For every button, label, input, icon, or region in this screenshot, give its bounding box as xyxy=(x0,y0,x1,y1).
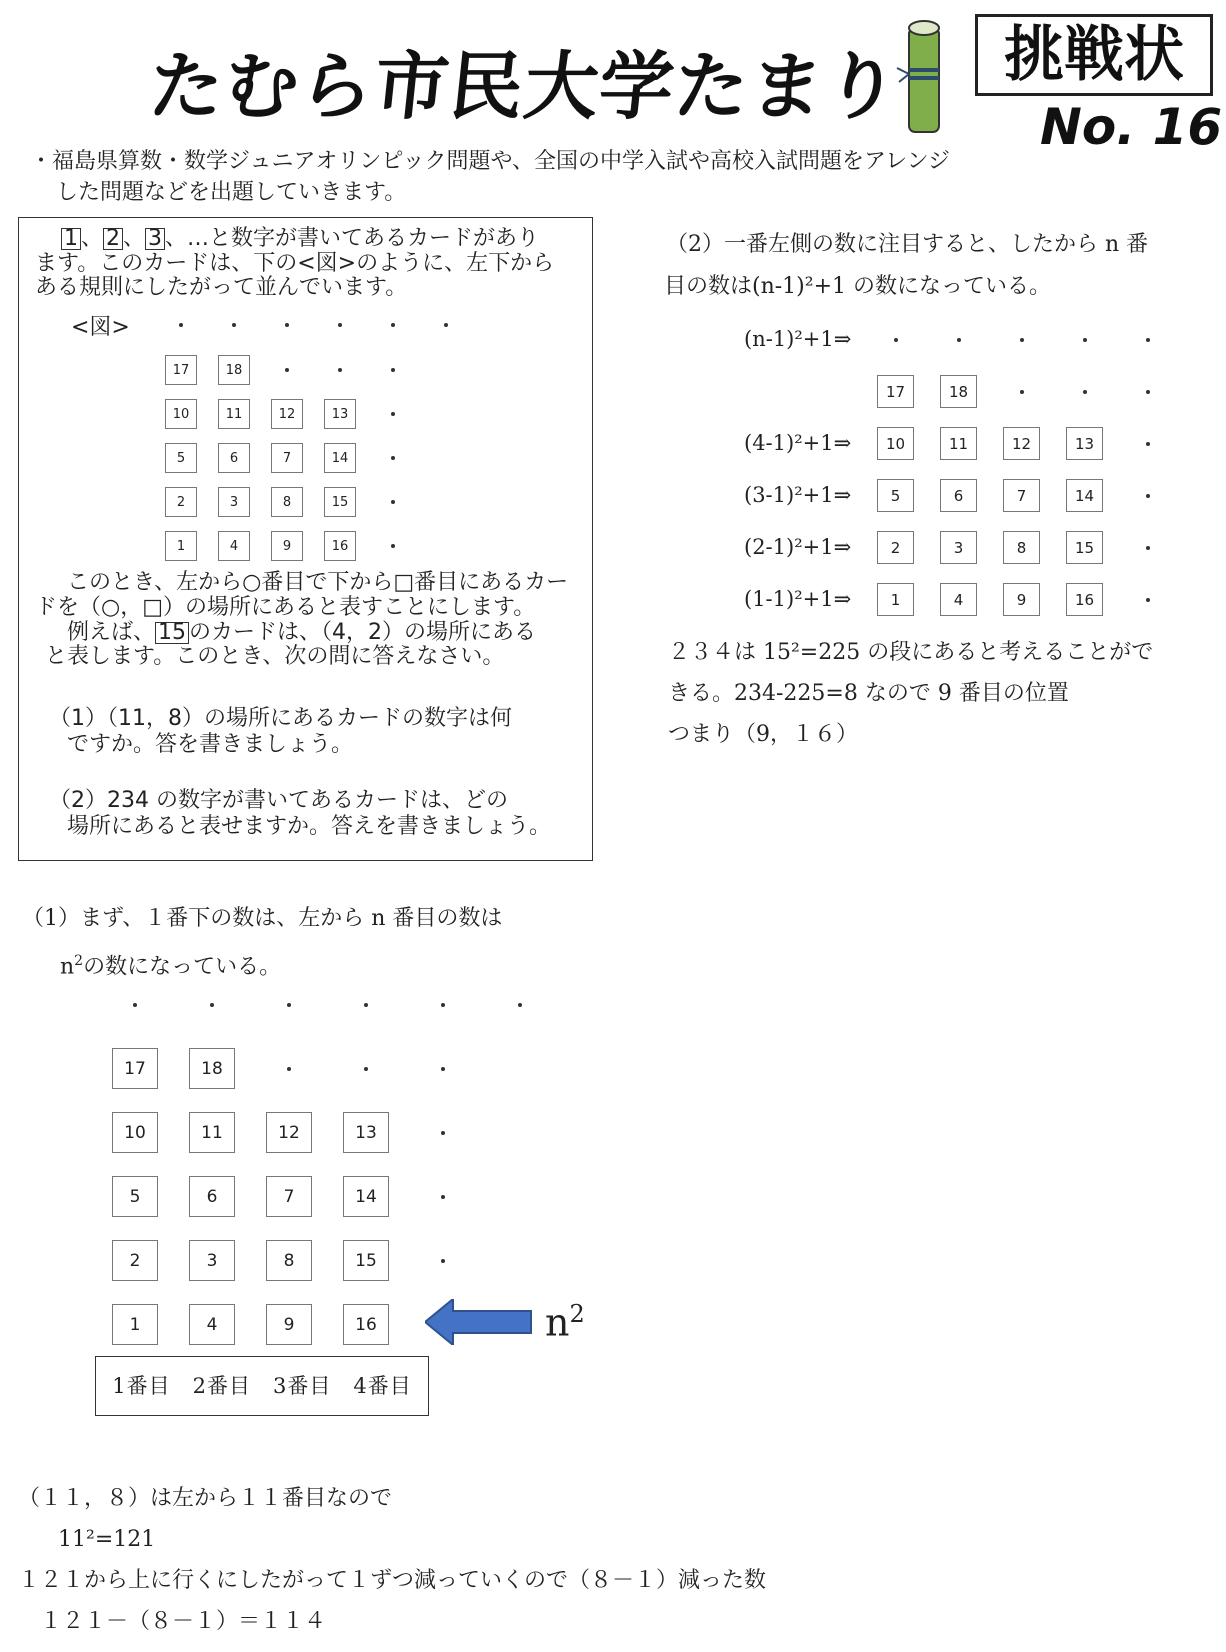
number-card: 4 xyxy=(189,1304,235,1345)
final-line-1: （１１，８）は左から１１番目なので xyxy=(18,1486,393,1511)
problem-after-3a: 例えば、 xyxy=(67,620,156,645)
ellipsis-dot xyxy=(1146,390,1150,394)
card-label-15: 15 xyxy=(155,622,189,644)
problem-after-3 xyxy=(67,620,536,645)
n-squared-exponent: 2 xyxy=(569,1300,585,1328)
ellipsis-dot xyxy=(1146,442,1150,446)
n-squared-base: n xyxy=(545,1300,570,1345)
ellipsis-dot xyxy=(441,1195,445,1199)
ellipsis-dot xyxy=(444,323,448,327)
number-card: 2 xyxy=(877,531,914,564)
number-card: 12 xyxy=(266,1112,312,1153)
question-2-line-2: 場所にあると表せますか。答えを書きましょう。 xyxy=(67,814,552,839)
problem-after-1: このとき、左から○番目で下から□番目にあるカー xyxy=(67,570,569,595)
number-card: 13 xyxy=(324,399,356,429)
ellipsis-dot xyxy=(894,338,898,342)
number-card: 9 xyxy=(266,1304,312,1345)
page-title: たむら市民大学たまり xyxy=(144,44,904,130)
ellipsis-dot xyxy=(133,1003,137,1007)
number-card: 4 xyxy=(940,583,977,616)
n-squared-label xyxy=(545,1300,585,1345)
number-card: 13 xyxy=(343,1112,389,1153)
number-card: 6 xyxy=(940,479,977,512)
ellipsis-dot xyxy=(957,338,961,342)
number-card: 7 xyxy=(271,443,303,473)
problem-line-1: 1 、 2 、 3 、…と数字が書いてあるカードがあり xyxy=(61,226,539,251)
row-formula-label: (2-1)²+1⇒ xyxy=(744,534,852,559)
number-card: 11 xyxy=(940,427,977,460)
ellipsis-dot xyxy=(441,1131,445,1135)
ellipsis-dot xyxy=(285,323,289,327)
n-exponent: 2 xyxy=(74,953,84,969)
number-card: 10 xyxy=(112,1112,158,1153)
solution-1-text xyxy=(22,898,502,988)
n-symbol: n xyxy=(60,954,75,980)
number-card: 3 xyxy=(189,1240,235,1281)
ellipsis-dot xyxy=(338,368,342,372)
question-1-line-2: ですか。答を書きましょう。 xyxy=(67,732,354,757)
number-card: 17 xyxy=(877,375,914,408)
card-label-1: 1 xyxy=(61,228,81,250)
row-formula-label: (3-1)²+1⇒ xyxy=(744,482,852,507)
ellipsis-dot xyxy=(441,1259,445,1263)
ellipsis-dot xyxy=(1146,598,1150,602)
number-card: 1 xyxy=(165,531,197,561)
number-card: 18 xyxy=(189,1048,235,1089)
card-label-2: 2 xyxy=(103,228,123,250)
number-card: 14 xyxy=(343,1176,389,1217)
final-line-4: １２１－（８－１）＝１１４ xyxy=(40,1609,327,1634)
number-card: 12 xyxy=(271,399,303,429)
final-line-3: １２１から上に行くにしたがって１ずつ減っていくので（８－１）減った数 xyxy=(18,1568,767,1593)
number-card: 6 xyxy=(189,1176,235,1217)
ellipsis-dot xyxy=(364,1003,368,1007)
number-card: 15 xyxy=(1066,531,1103,564)
ellipsis-dot xyxy=(1083,338,1087,342)
solution-2-line-1: （2）一番左側の数に注目すると、したから n 番 xyxy=(666,232,1149,257)
card-label-3: 3 xyxy=(145,228,165,250)
ellipsis-dot xyxy=(287,1067,291,1071)
ellipsis-dot xyxy=(1083,390,1087,394)
solution-1-line-2 xyxy=(22,940,502,988)
number-card: 17 xyxy=(112,1048,158,1089)
number-card: 13 xyxy=(1066,427,1103,460)
number-card: 6 xyxy=(218,443,250,473)
ellipsis-dot xyxy=(391,544,395,548)
ellipsis-dot xyxy=(391,500,395,504)
number-card: 4 xyxy=(218,531,250,561)
number-card: 16 xyxy=(324,531,356,561)
ellipsis-dot xyxy=(338,323,342,327)
left-arrow-icon xyxy=(425,1299,533,1345)
number-card: 16 xyxy=(343,1304,389,1345)
number-card: 8 xyxy=(266,1240,312,1281)
number-card: 8 xyxy=(271,487,303,517)
problem-box xyxy=(18,217,593,861)
ellipsis-dot xyxy=(232,323,236,327)
solution-1-line-1: （1）まず、１番下の数は、左から n 番目の数は xyxy=(22,906,503,931)
ellipsis-dot xyxy=(391,323,395,327)
ellipsis-dot xyxy=(287,1003,291,1007)
problem-after-2: ドを（○，□）の場所にあると表すことにします。 xyxy=(35,595,536,620)
ellipsis-dot xyxy=(391,412,395,416)
order-labels-box: 1番目 2番目 3番目 4番目 xyxy=(95,1356,429,1416)
number-card: 10 xyxy=(877,427,914,460)
number-card: 5 xyxy=(877,479,914,512)
number-card: 14 xyxy=(324,443,356,473)
number-card: 14 xyxy=(1066,479,1103,512)
intro-line-1: ・福島県算数・数学ジュニアオリンピック問題や、全国の中学入試や高校入試問題をアレンジ xyxy=(30,149,951,174)
ellipsis-dot xyxy=(179,323,183,327)
problem-line-1-rest: 、…と数字が書いてあるカードがあり xyxy=(165,226,540,251)
number-card: 11 xyxy=(189,1112,235,1153)
solution-2-concl-2: きる。234-225=8 なので 9 番目の位置 xyxy=(668,681,1069,706)
number-card: 11 xyxy=(218,399,250,429)
problem-line-3: ある規則にしたがって並んでいます。 xyxy=(35,275,408,300)
number-card: 18 xyxy=(218,355,250,385)
row-formula-label: (1-1)²+1⇒ xyxy=(744,586,852,611)
ellipsis-dot xyxy=(391,456,395,460)
number-card: 15 xyxy=(324,487,356,517)
number-card: 18 xyxy=(940,375,977,408)
problem-line-2: ます。このカードは、下の<図>のように、左下から xyxy=(35,251,555,276)
ellipsis-dot xyxy=(1020,390,1024,394)
solution-1-line-2-rest: の数になっている。 xyxy=(83,954,282,980)
ellipsis-dot xyxy=(1146,338,1150,342)
number-card: 16 xyxy=(1066,583,1103,616)
number-card: 5 xyxy=(112,1176,158,1217)
problem-after-3c: のカードは、（4，2）の場所にある xyxy=(189,620,537,645)
intro-line-2: した問題などを出題していきます。 xyxy=(56,180,407,205)
ellipsis-dot xyxy=(441,1067,445,1071)
number-card: 17 xyxy=(165,355,197,385)
solution-2-text xyxy=(666,224,1206,308)
solution-2-conclusion xyxy=(668,632,1153,755)
number-card: 1 xyxy=(112,1304,158,1345)
ellipsis-dot xyxy=(285,368,289,372)
row-formula-label: (4-1)²+1⇒ xyxy=(744,430,852,455)
number-card: 9 xyxy=(271,531,303,561)
intro-text xyxy=(30,146,1050,208)
ellipsis-dot xyxy=(1146,546,1150,550)
ellipsis-dot xyxy=(1020,338,1024,342)
solution-2-concl-3: つまり（9，１６） xyxy=(668,722,858,747)
number-card: 15 xyxy=(343,1240,389,1281)
number-card: 8 xyxy=(1003,531,1040,564)
scroll-icon xyxy=(895,10,955,138)
final-line-2: 11²=121 xyxy=(58,1527,156,1552)
ellipsis-dot xyxy=(518,1003,522,1007)
number-card: 7 xyxy=(266,1176,312,1217)
number-card: 5 xyxy=(165,443,197,473)
number-card: 10 xyxy=(165,399,197,429)
number-card: 1 xyxy=(877,583,914,616)
problem-after-4: と表します。このとき、次の問に答えなさい。 xyxy=(45,644,505,669)
ellipsis-dot xyxy=(391,368,395,372)
issue-number: No. 16 xyxy=(1040,98,1223,156)
number-card: 3 xyxy=(940,531,977,564)
number-card: 2 xyxy=(165,487,197,517)
ellipsis-dot xyxy=(1146,494,1150,498)
question-2-line-1: （2）234 の数字が書いてあるカードは、どの xyxy=(49,788,508,813)
number-card: 12 xyxy=(1003,427,1040,460)
figure-label: <図> xyxy=(71,315,130,340)
number-card: 2 xyxy=(112,1240,158,1281)
number-card: 3 xyxy=(218,487,250,517)
solution-2-line-2: 目の数は(n-1)²+1 の数になっている。 xyxy=(664,274,1052,299)
solution-2-concl-1: ２３４は 15²=225 の段にあると考えることがで xyxy=(668,640,1154,665)
challenge-badge: 挑戦状 xyxy=(975,14,1213,96)
ellipsis-dot xyxy=(210,1003,214,1007)
final-computation xyxy=(18,1478,766,1642)
question-1-line-1: （1）（11，8）の場所にあるカードの数字は何 xyxy=(49,706,512,731)
number-card: 9 xyxy=(1003,583,1040,616)
row-formula-label: (n-1)²+1⇒ xyxy=(744,327,852,351)
ellipsis-dot xyxy=(364,1067,368,1071)
number-card: 7 xyxy=(1003,479,1040,512)
ellipsis-dot xyxy=(441,1003,445,1007)
